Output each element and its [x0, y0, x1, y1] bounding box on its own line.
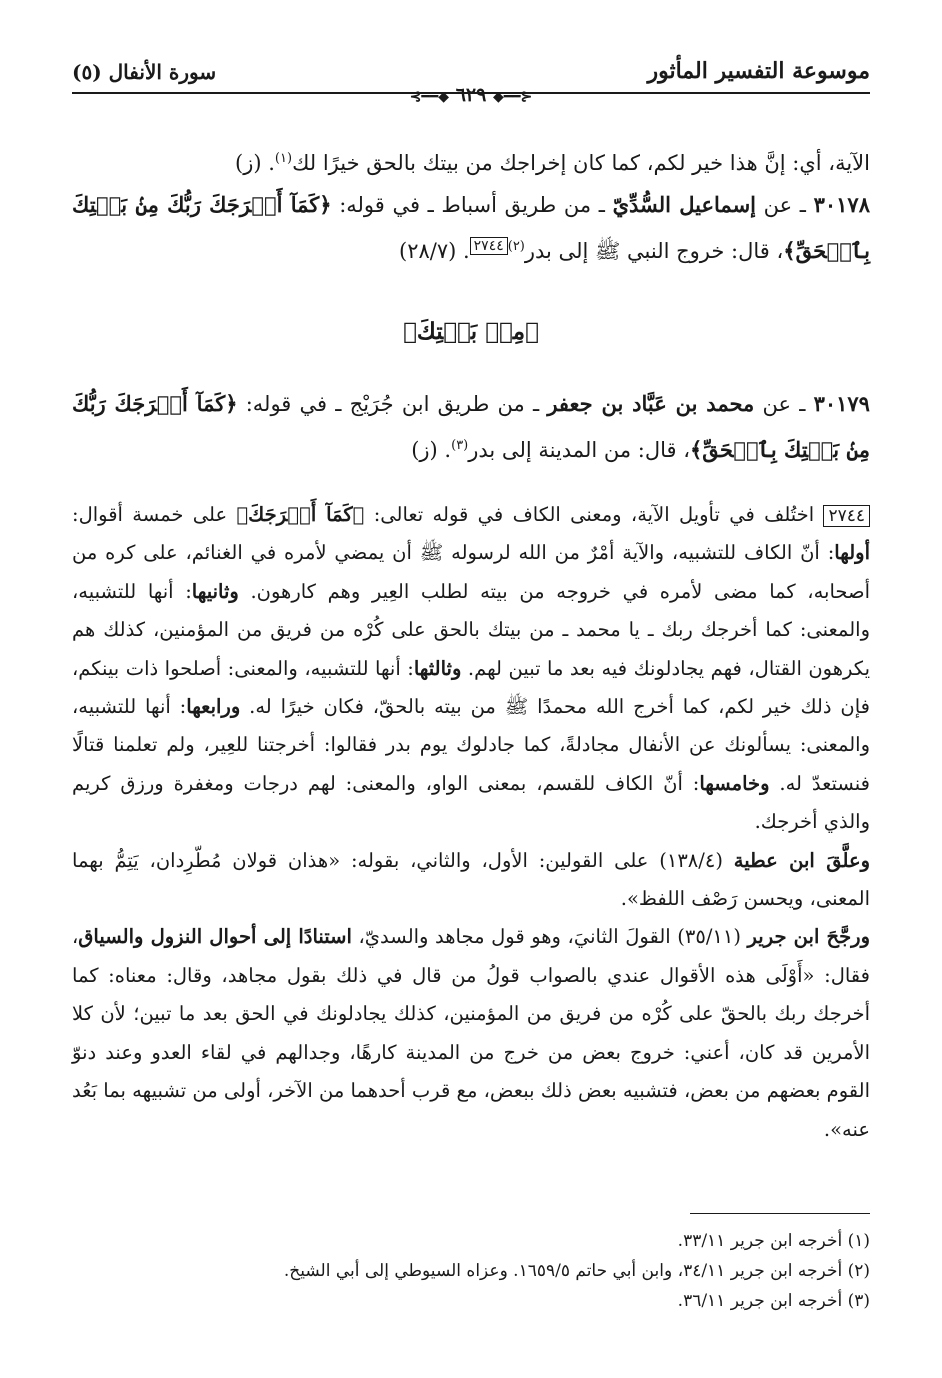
ornament-icon: ◆━━⊱ [409, 89, 450, 105]
commentary-text: ، فقال: «أَوْلَى هذه الأقوال عندي بالصواب قولُ من قال في ذلك بقول مجاهد، وقال: معناه: كما أخرجك ربك بالحقّ على كُرْه من فريق من المؤمنين، كذلك يجادلونك في الحق بعد ما تبين؛ لأن كلا الأمرين قد كان، أعني: خروج بعض من خرج من المدينة كارهًا، وجدالهم في لقاء العدو وعند دنوّ القوم بعضهم من بعض، فتشبيه بعض ذلك ببعض، مع قرب أحدهما من الآخر، أولى من تشبيهه بما بَعُد عنه». [72, 925, 870, 1141]
footnote-marker[interactable]: (١) [274, 151, 293, 166]
commentary-emphasis: استنادًا إلى أحوال النزول والسياق [78, 925, 352, 949]
page-number-value: ٦٢٩ [455, 84, 487, 106]
opinion-label: وثالثها [413, 656, 462, 680]
narration-text: ، قال: من المدينة إلى بدر [468, 438, 690, 462]
quran-quote: ﴿كَمَآ أَخۡرَجَكَ﴾ [236, 503, 365, 526]
source-mark: . (ز) [235, 151, 275, 175]
footnote-marker[interactable]: (٣) [451, 438, 469, 453]
commentary-text: : أنّ الكاف للتشبيه، والآية أمْرٌ من الله لرسوله ﷺ أن يمضي لأمره في الغنائم، على كره من أصحابه، كما مضى لأمره في خروجه من بيته لطلب العِير وهم كارهون. [72, 541, 870, 603]
page-number [0, 84, 942, 106]
commentary-text: (٣٥/١١) القولَ الثانيَ، وهو قول مجاهد والسديّ، [358, 925, 741, 949]
commentary-text: : أنها للتشبيه، والمعنى: يسألونك عن الأنفال مجادلةً، كما جادلوك يوم بدر فقالوا: أخرجتنا للعِير، ولم تعلمنا قتالًا فنستعدّ له. [72, 695, 870, 795]
scholar-note-label: ورجَّحَ ابن جرير [747, 925, 870, 949]
opinion-label: وثانيها [191, 579, 239, 603]
narration-text: ـ من طريق أسباط ـ في قوله: [339, 193, 605, 217]
quran-quote: ﴿كَمَآ أَخۡرَجَكَ رَبُّكَ مِنۢ بَيۡتِكَ بِٱلۡحَقِّ﴾ [72, 391, 870, 462]
opinion-label: وخامسها [699, 771, 770, 795]
narrator-name: محمد بن عَبَّاد بن جعفر [547, 391, 755, 416]
book-title: موسوعة التفسير المأثور [647, 58, 870, 84]
commentary-text: : أنها للتشبيه، والمعنى: كما أخرجك ربك ـ يا محمد ـ من بيتك بالحق على كُرْه من فريق من المؤمنين، كذلك هم يكرهون القتال، فهم يجادلونك فيه بعد ما تبين لهم. [72, 579, 870, 680]
narration-block-30178 [72, 138, 870, 272]
continuation-text: الآية، أي: إنَّ هذا خير لكم، كما كان إخراجك من بيتك بالحق خيرًا لك [292, 151, 870, 175]
commentary-text: اختُلف في تأويل الآية، ومعنى الكاف في قوله تعالى: [373, 503, 815, 526]
commentary-block [72, 496, 870, 1149]
narration-text: ـ عن [762, 392, 806, 416]
quran-quote: ﴿كَمَآ أَخۡرَجَكَ رَبُّكَ مِنۢ بَيۡتِكَ بِٱلۡحَقِّ﴾ [72, 192, 870, 263]
ornament-icon: ⊰━━◆ [492, 89, 533, 105]
cross-reference-box[interactable]: ٢٧٤٤ [823, 505, 870, 527]
cross-reference-box[interactable]: ٢٧٤٤ [470, 237, 508, 255]
narration-text: ـ عن [763, 193, 806, 217]
surah-title: سورة الأنفال (٥) [72, 60, 217, 84]
source-mark: . (ز) [411, 438, 452, 462]
commentary-text: : أنها للتشبيه، والمعنى: أصلحوا ذات بينكم، فإن ذلك خير لكم، كما أخرج الله محمدًا ﷺ من بيته بالحقّ، فكان خيرًا له. [72, 656, 870, 719]
footnote-rule [690, 1213, 870, 1214]
narration-number: ٣٠١٧٩ [813, 391, 870, 416]
narration-text: ، قال: خروج النبي ﷺ إلى بدر [524, 239, 784, 263]
footnote-3: (٣) أخرجه ابن جرير ٣٦/١١. [677, 1291, 870, 1311]
section-heading: ﴿مِنۢ بَيۡتِكَ﴾ [403, 318, 539, 345]
narrator-name: إسماعيل السُّدِّيّ [612, 192, 756, 217]
source-mark: . (٢٨/٧) [398, 239, 470, 263]
opinion-label: أولها [834, 541, 870, 565]
scholar-note-label: وعلَّقَ ابن عطية [733, 848, 870, 872]
commentary-text: (١٣٨/٤) على القولين: الأول، والثاني، بقوله: «هذان قولان مُطّرِدان، يَتِمُّ بهما المعنى، ويحسن رَصْف اللفظ». [72, 848, 870, 911]
narration-number: ٣٠١٧٨ [813, 192, 870, 217]
commentary-text: : أنّ الكاف للقسم، بمعنى الواو، والمعنى: لهم درجات ومغفرة ورزق كريم والذي أخرجك. [72, 771, 870, 834]
opinion-label: ورابعها [186, 695, 241, 719]
footnote-marker[interactable]: (٢) [507, 239, 525, 254]
narration-text: ـ من طريق ابن جُرَيْج ـ في قوله: [245, 392, 540, 416]
footnote-2: (٢) أخرجه ابن جرير ٣٤/١١، وابن أبي حاتم ١٦٥٩/٥. وعزاه السيوطي إلى أبي الشيخ. [283, 1261, 870, 1281]
footnote-1: (١) أخرجه ابن جرير ٣٣/١١. [677, 1231, 870, 1251]
narration-block-30179 [72, 383, 870, 471]
commentary-text: على خمسة أقوال: [72, 503, 228, 526]
